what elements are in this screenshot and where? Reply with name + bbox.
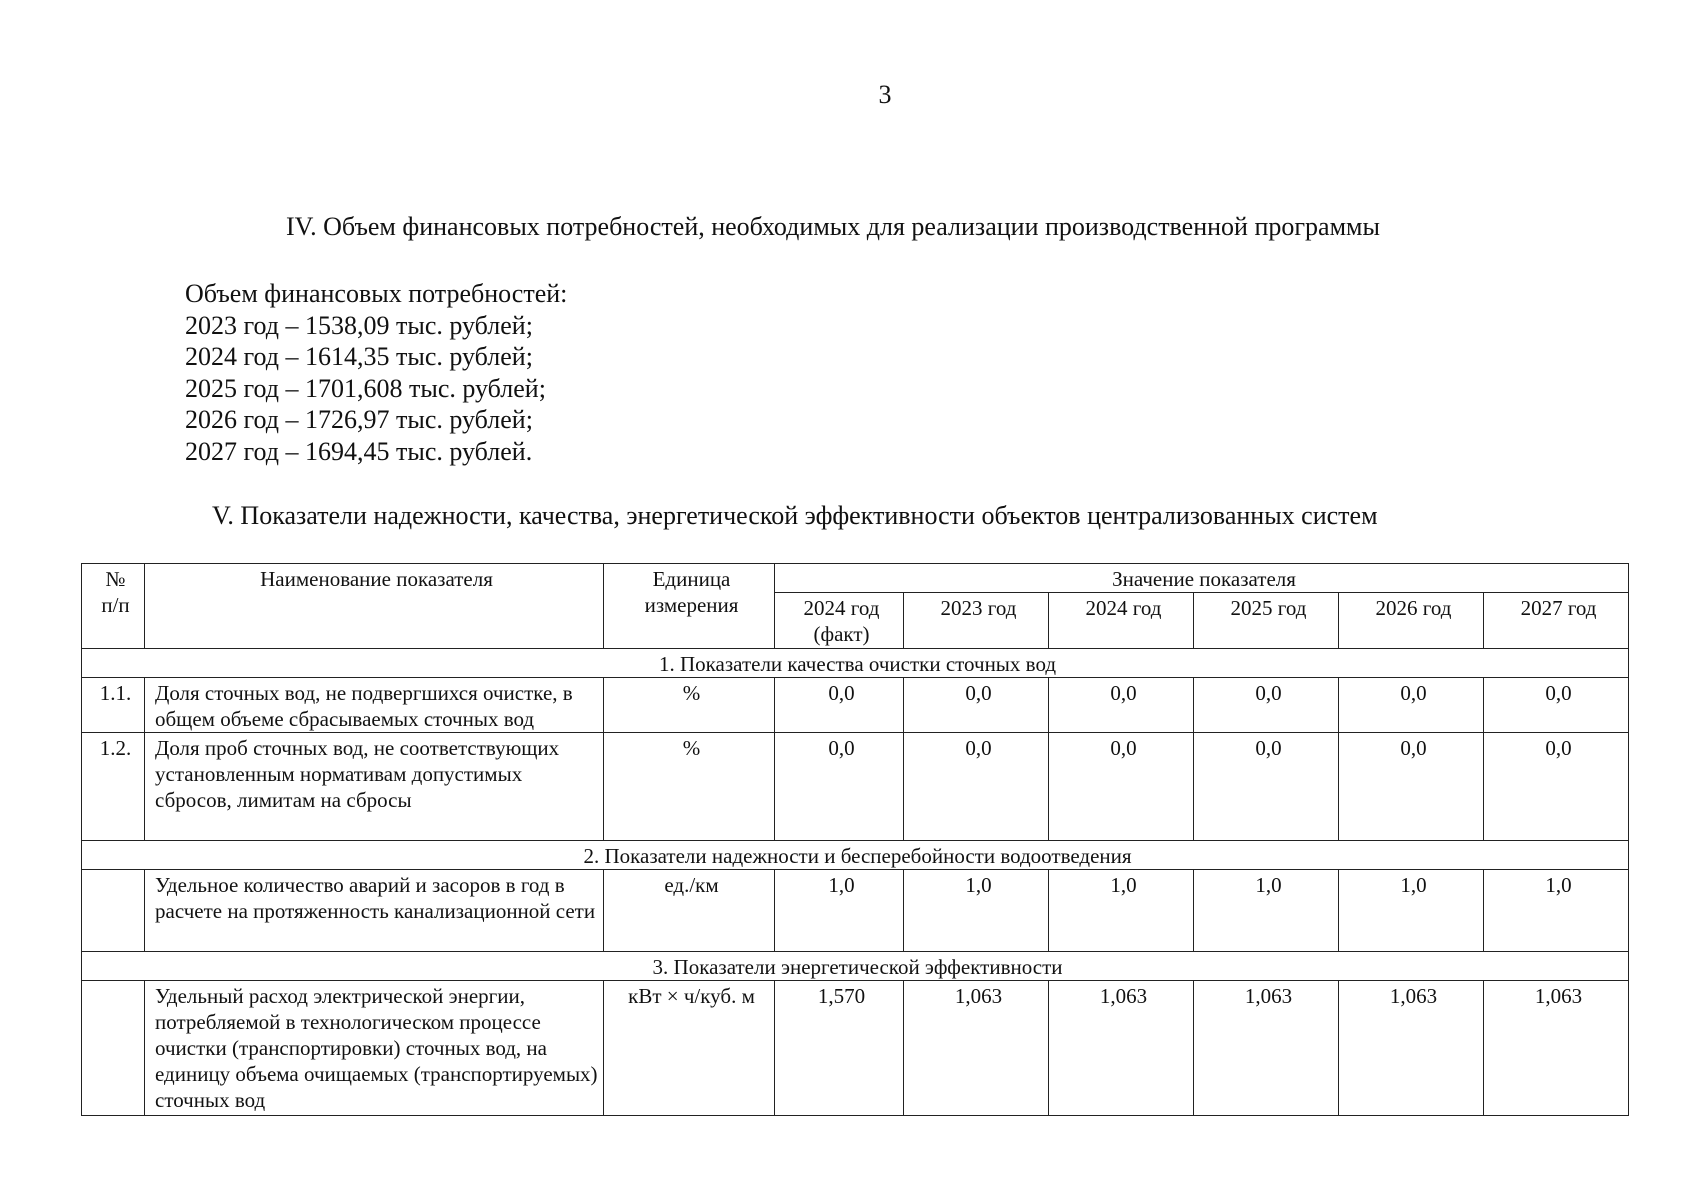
- row-unit: кВт × ч/куб. м: [604, 981, 775, 1116]
- row-value: 0,0: [1339, 678, 1484, 733]
- row-value: 1,0: [1339, 870, 1484, 952]
- row-value: 0,0: [1339, 733, 1484, 841]
- finance-needs-block: [185, 278, 567, 467]
- header-name: Наименование показателя: [145, 564, 604, 649]
- header-value-group: Значение показателя: [775, 564, 1629, 593]
- row-num: [82, 870, 145, 952]
- page-number: 3: [878, 80, 892, 109]
- row-num: 1.2.: [82, 733, 145, 841]
- table-row: [82, 981, 1629, 1116]
- header-num: [82, 564, 145, 649]
- finance-line-2026: 2026 год – 1726,97 тыс. рублей;: [185, 405, 533, 434]
- indicators-table: [81, 563, 1629, 1116]
- section-title-2: 2. Показатели надежности и бесперебойности водоотведения: [82, 841, 1629, 870]
- row-value: 1,063: [1484, 981, 1629, 1116]
- section-title-1: 1. Показатели качества очистки сточных вод: [82, 649, 1629, 678]
- finance-line-2025: 2025 год – 1701,608 тыс. рублей;: [185, 373, 546, 403]
- header-num-line1: №: [105, 567, 126, 591]
- table-row: [82, 678, 1629, 733]
- section-row-3: [82, 952, 1629, 981]
- table-row: [82, 870, 1629, 952]
- row-value: 1,063: [1194, 981, 1339, 1116]
- header-unit: [604, 564, 775, 649]
- section-iv-title: IV. Объем финансовых потребностей, необходимых для реализации производственной программы: [286, 212, 1380, 241]
- row-value: 1,0: [775, 870, 904, 952]
- row-unit: ед./км: [604, 870, 775, 952]
- row-value: 0,0: [904, 678, 1049, 733]
- header-num-line2: п/п: [101, 593, 130, 617]
- row-value: 0,0: [775, 733, 904, 841]
- finance-line-2024: 2024 год – 1614,35 тыс. рублей;: [185, 342, 533, 371]
- row-value: 1,0: [1049, 870, 1194, 952]
- section-v-title: V. Показатели надежности, качества, энергетической эффективности объектов централизованных систем: [212, 501, 1378, 530]
- row-name: Удельное количество аварий и засоров в год в расчете на протяженность канализационной сети: [145, 870, 604, 952]
- row-value: 1,0: [904, 870, 1049, 952]
- row-value: 1,570: [775, 981, 904, 1116]
- row-value: 0,0: [1049, 733, 1194, 841]
- header-year-2025: 2025 год: [1194, 593, 1339, 649]
- header-year-2024-fact: 2024 год (факт): [775, 593, 904, 649]
- row-value: 1,063: [904, 981, 1049, 1116]
- header-unit-line1: Единица: [652, 567, 731, 591]
- row-num: [82, 981, 145, 1116]
- row-value: 1,0: [1194, 870, 1339, 952]
- row-value: 0,0: [1484, 733, 1629, 841]
- row-unit: %: [604, 678, 775, 733]
- row-value: 0,0: [1484, 678, 1629, 733]
- row-value: 0,0: [904, 733, 1049, 841]
- row-value: 0,0: [775, 678, 904, 733]
- header-year-2026: 2026 год: [1339, 593, 1484, 649]
- header-year-2023: 2023 год: [904, 593, 1049, 649]
- section-row-2: [82, 841, 1629, 870]
- row-unit: %: [604, 733, 775, 841]
- header-year-2024: 2024 год: [1049, 593, 1194, 649]
- row-value: 1,063: [1049, 981, 1194, 1116]
- row-name: Доля проб сточных вод, не соответствующих установленным нормативам допустимых сбросов, лимитам на сбросы: [145, 733, 604, 841]
- row-num: 1.1.: [82, 678, 145, 733]
- finance-line-2023: 2023 год – 1538,09 тыс. рублей;: [185, 310, 533, 340]
- row-name: Удельный расход электрической энергии, потребляемой в технологическом процессе очистки (транспортировки) сточных вод, на единицу объема очищаемых (транспортируемых) сточных вод: [145, 981, 604, 1116]
- section-title-3: 3. Показатели энергетической эффективности: [82, 952, 1629, 981]
- row-name: Доля сточных вод, не подвергшихся очистке, в общем объеме сбрасываемых сточных вод: [145, 678, 604, 733]
- row-value: 0,0: [1049, 678, 1194, 733]
- table-row: [82, 733, 1629, 841]
- section-row-1: [82, 649, 1629, 678]
- header-year-2027: 2027 год: [1484, 593, 1629, 649]
- finance-line-2027: 2027 год – 1694,45 тыс. рублей.: [185, 436, 533, 466]
- row-value: 0,0: [1194, 678, 1339, 733]
- row-value: 1,0: [1484, 870, 1629, 952]
- header-unit-line2: измерения: [644, 593, 739, 617]
- header-row-1: [82, 564, 1629, 593]
- finance-intro: Объем финансовых потребностей:: [185, 279, 568, 308]
- row-value: 1,063: [1339, 981, 1484, 1116]
- row-value: 0,0: [1194, 733, 1339, 841]
